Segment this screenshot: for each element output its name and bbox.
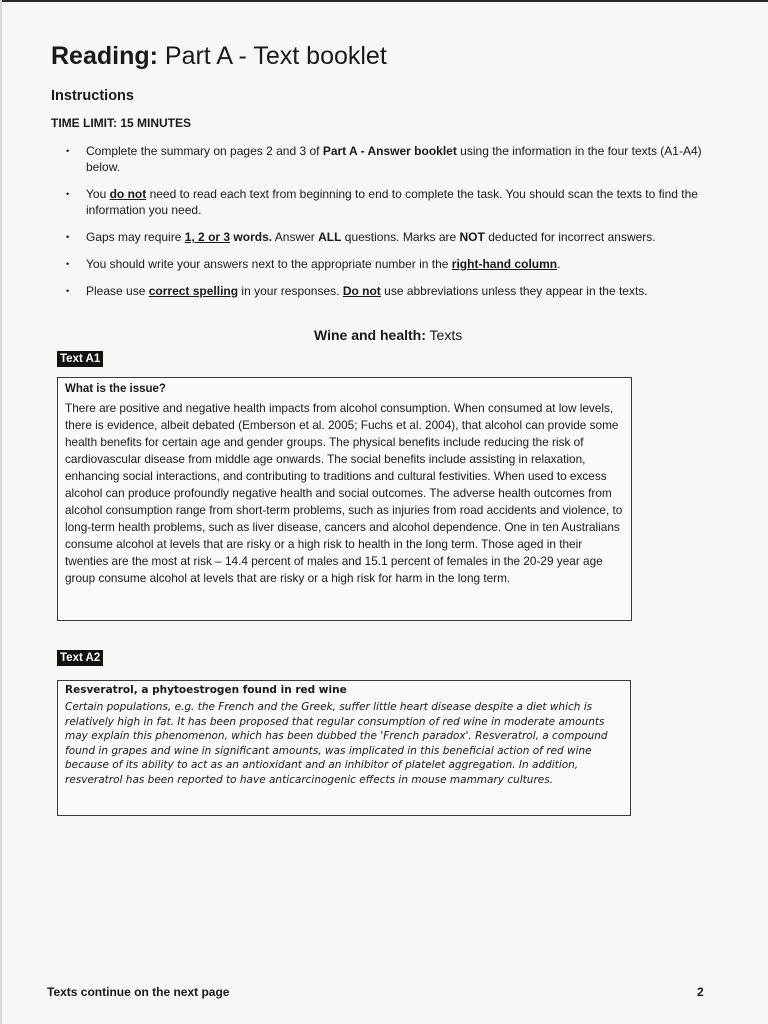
text-a2-tag: Text A2 bbox=[57, 650, 103, 666]
left-edge-rule bbox=[0, 0, 2, 1024]
text-a2-body: Certain populations, e.g. the French and the Greek, suffer little heart disease despite a diet which is relatively high in fat. It has been proposed that regular consumption of red wine in moderate amounts may explain this phenomenon, which has been dubbed the 'French paradox'. Resveratrol, a compound found in grapes and wine in significant amounts, was implicated in this beneficial action of red wine because of its ability to act as an antioxidant and an inhibitor of platelet aggregation. In addition, resveratrol has been reported to have anticarcinogenic effects in mouse mammary cultures. bbox=[65, 701, 608, 786]
page-number: 2 bbox=[697, 985, 704, 999]
instruction-item-3: • Gaps may require 1, 2 or 3 words. Answer ALL questions. Marks are NOT deducted for incorrect answers. bbox=[64, 229, 704, 245]
text-a2-heading: Resveratrol, a phytoestrogen found in red wine bbox=[65, 684, 347, 696]
section-title: Wine and health: Texts bbox=[314, 327, 463, 343]
page-title bbox=[51, 42, 387, 71]
instruction-item-5: • Please use correct spelling in your responses. Do not use abbreviations unless they appear in the texts. bbox=[64, 283, 704, 299]
page-title-rest: Part A - Text booklet bbox=[157, 42, 387, 70]
instructions-heading: Instructions bbox=[51, 88, 134, 104]
instruction-item-2: • You do not need to read each text from beginning to end to complete the task. You should scan the texts to find the information you need. bbox=[64, 186, 704, 218]
page-title-bold: Reading: bbox=[51, 42, 158, 70]
instruction-item-4: • You should write your answers next to the appropriate number in the right-hand column. bbox=[64, 256, 704, 272]
top-rule bbox=[0, 0, 768, 2]
instruction-item-1: • Complete the summary on pages 2 and 3 of Part A - Answer booklet using the information in the four texts (A1-A4) below. bbox=[64, 143, 704, 175]
text-a1-box bbox=[57, 377, 632, 621]
text-a1-tag: Text A1 bbox=[57, 351, 103, 367]
footer-continue-note: Texts continue on the next page bbox=[47, 985, 230, 999]
time-limit: TIME LIMIT: 15 MINUTES bbox=[51, 116, 192, 130]
text-a1-body: There are positive and negative health impacts from alcohol consumption. When consumed at low levels, there is evidence, albeit debated (Emberson et al. 2005; Fuchs et al. 2004), that alcohol can provide some health benefits for certain age and gender groups. The physical benefits include reducing the risk of cardiovascular disease from middle age onwards. The social benefits include assisting in relaxation, enhancing social interactions, and contributing to traditions and cultural festivities. When used to excess alcohol can produce profoundly negative health and social outcomes. The adverse health outcomes from alcohol consumption range from short-term problems, such as injuries from road accidents and violence, to long-term health problems, such as liver disease, cancers and alcohol dependence. One in ten Australians consume alcohol at levels that are risky or a high risk to health in the long term. Those aged in their twenties are the most at risk – 14.4 percent of males and 15.1 percent of females in the 20-29 year age group consume alcohol at levels that are risky or a high risk for harm in the long term. bbox=[65, 401, 623, 585]
instructions-list bbox=[64, 143, 704, 310]
text-a1-heading: What is the issue? bbox=[65, 383, 166, 395]
text-a2-box bbox=[57, 680, 631, 816]
